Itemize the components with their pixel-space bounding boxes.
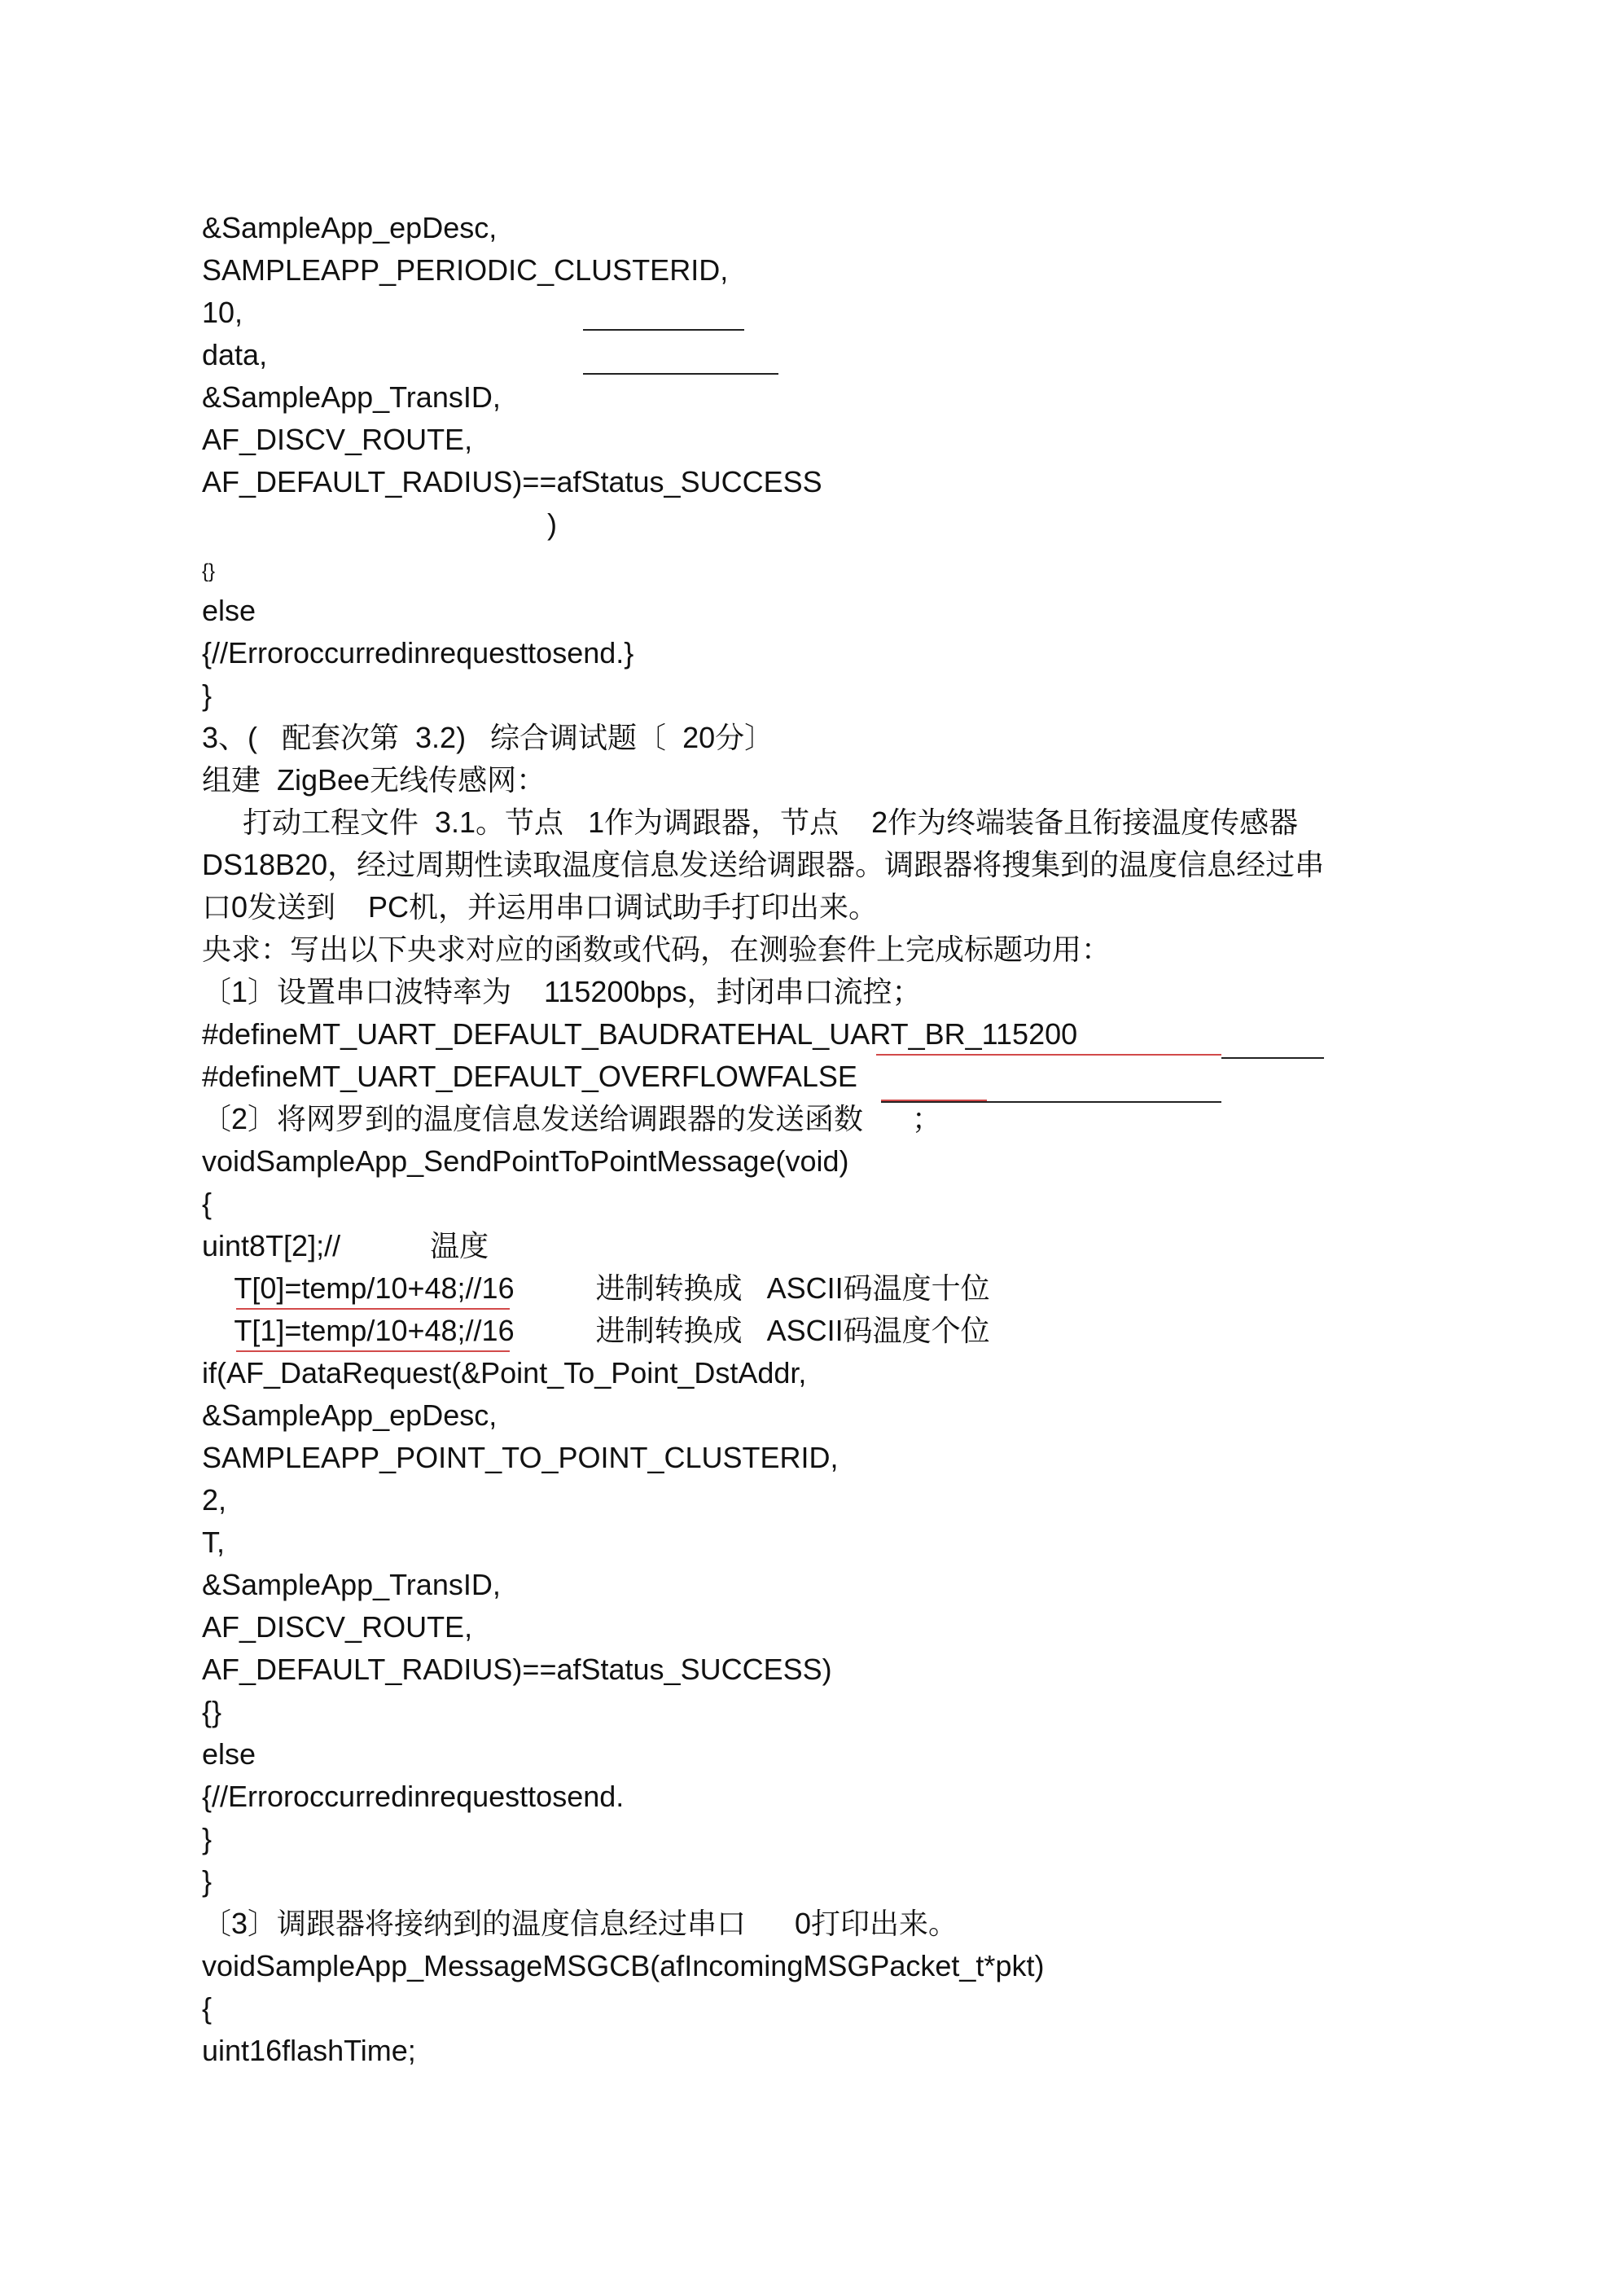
code-line: AF_DISCV_ROUTE,	[202, 1610, 473, 1644]
code-line: }	[202, 1864, 213, 1898]
text-line: &SampleApp_epDesc,	[202, 211, 498, 244]
code-line: {}	[202, 1695, 222, 1728]
code-line: T[1]=temp/10+48;//16 进制转换成 ASCII码温度个位	[202, 1314, 990, 1347]
code-line: voidSampleApp_SendPointToPointMessage(void)	[202, 1144, 849, 1178]
text-line: {}	[202, 560, 216, 582]
text-line: &SampleApp_TransID,	[202, 380, 501, 414]
code-line: T[0]=temp/10+48;//16 进制转换成 ASCII码温度十位	[202, 1271, 990, 1305]
text-line: else	[202, 594, 256, 627]
fill-blank	[583, 329, 744, 331]
code-line: &SampleApp_epDesc,	[202, 1398, 498, 1432]
text-line: 〔1〕设置串口波特率为 115200bps，封闭串口流控；	[202, 975, 922, 1008]
fill-blank	[1221, 1057, 1324, 1059]
code-line: {	[202, 1187, 213, 1220]
code-line: if(AF_DataRequest(&Point_To_Point_DstAddr,	[202, 1356, 807, 1389]
fill-blank	[583, 373, 778, 375]
text-line: data,	[202, 338, 268, 371]
code-line: voidSampleApp_MessageMSGCB(afIncomingMSGPacket_t*pkt)	[202, 1949, 1045, 1982]
text-line: 〔3〕调跟器将接纳到的温度信息经过串口 0打印出来。	[202, 1907, 958, 1940]
text-line: AF_DISCV_ROUTE,	[202, 423, 473, 456]
text-line: 口0发送到 PC机，并运用串口调试助手打印出来。	[202, 890, 879, 924]
code-line: 2,	[202, 1483, 227, 1517]
red-underline	[236, 1350, 510, 1352]
text-line: }	[202, 678, 213, 712]
code-line: {//Erroroccurredinrequesttosend.	[202, 1780, 625, 1813]
code-line: }	[202, 1822, 213, 1855]
code-line: #defineMT_UART_DEFAULT_OVERFLOWFALSE	[202, 1060, 857, 1093]
question-heading: 3、( 配套次第 3.2) 综合调试题〔 20分〕	[202, 721, 774, 754]
code-line: {	[202, 1991, 213, 2025]
red-underline	[236, 1308, 510, 1310]
text-line: 10,	[202, 296, 243, 329]
text-line: 组建 ZigBee无线传感网：	[202, 763, 546, 797]
text-line: SAMPLEAPP_PERIODIC_CLUSTERID,	[202, 253, 729, 287]
code-line: AF_DEFAULT_RADIUS)==afStatus_SUCCESS)	[202, 1653, 832, 1686]
text-line: {//Erroroccurredinrequesttosend.}	[202, 636, 634, 669]
text-line: DS18B20，经过周期性读取温度信息发送给调跟器。调跟器将搜集到的温度信息经过串	[202, 848, 1325, 881]
code-line: &SampleApp_TransID,	[202, 1568, 501, 1601]
text-line: 〔2〕将网罗到的温度信息发送给调跟器的发送函数 ；	[202, 1102, 942, 1135]
code-line: uint8T[2];// 温度	[202, 1229, 489, 1262]
text-line: 央求：写出以下央求对应的函数或代码，在测验套件上完成标题功用：	[202, 933, 1111, 966]
text-line: AF_DEFAULT_RADIUS)==afStatus_SUCCESS	[202, 465, 822, 498]
code-line: SAMPLEAPP_POINT_TO_POINT_CLUSTERID,	[202, 1441, 839, 1474]
red-underline	[876, 1054, 1221, 1056]
text-line: )	[547, 507, 557, 541]
text-line: 打动工程文件 3.1。节点 1作为调跟器，节点 2作为终端装备且衔接温度传感器	[202, 806, 1299, 839]
code-line: else	[202, 1737, 256, 1771]
code-line: uint16flashTime;	[202, 2034, 416, 2067]
code-line: T,	[202, 1526, 226, 1559]
code-line: #defineMT_UART_DEFAULT_BAUDRATEHAL_UART_BR_115200	[202, 1017, 1078, 1051]
